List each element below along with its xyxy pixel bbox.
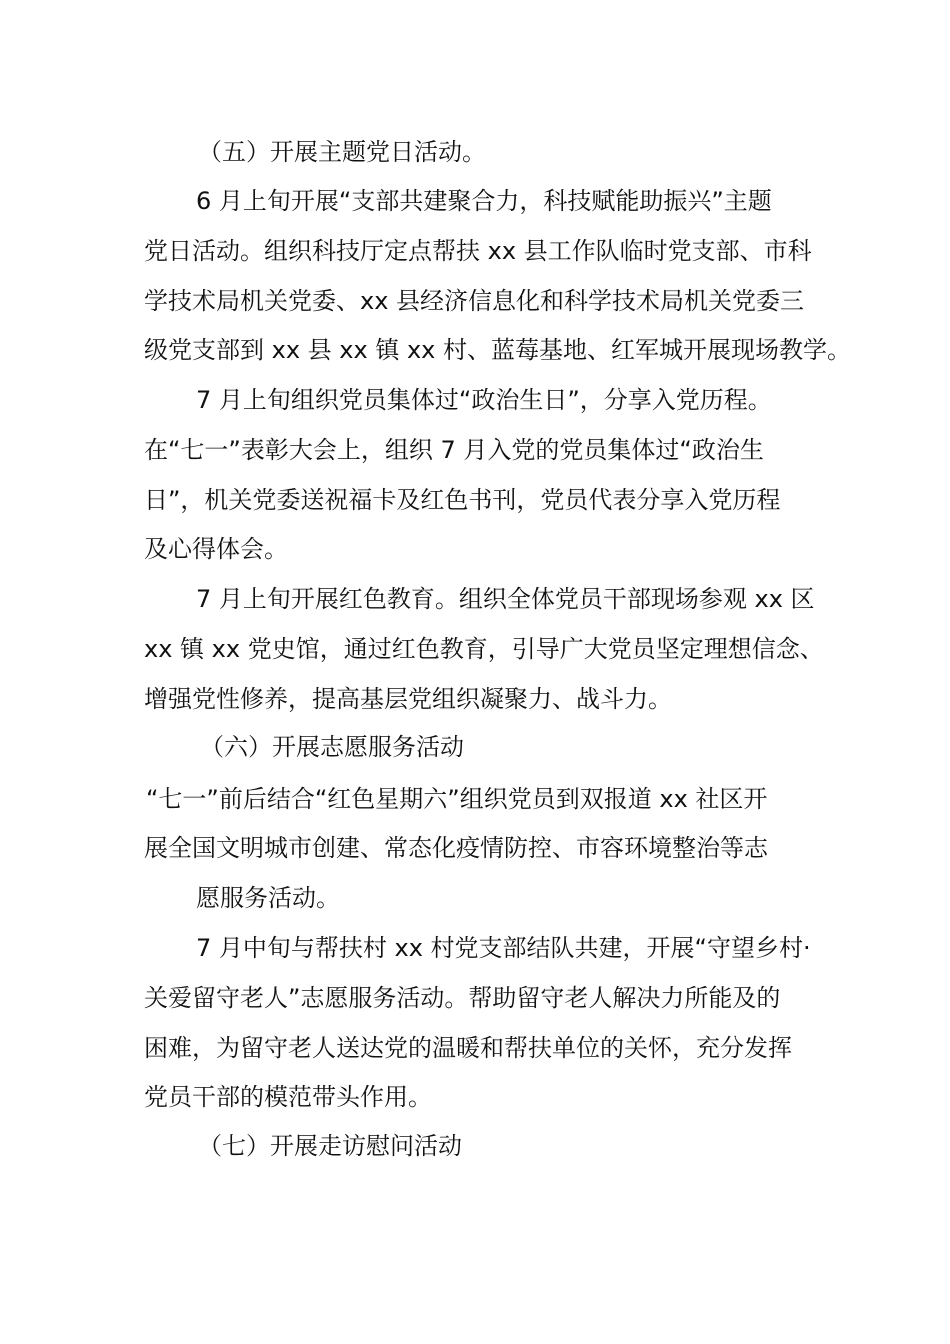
paragraph-line: “七一”前后结合“红色星期六”组织党员到双报道 xx 社区开 [146, 785, 768, 813]
paragraph-line: 关爱留守老人”志愿服务活动。帮助留守老人解决力所能及的 [144, 984, 781, 1012]
paragraph-line: 困难，为留守老人送达党的温暖和帮扶单位的关怀，充分发挥 [144, 1034, 792, 1062]
paragraph-line: 展全国文明城市创建、常态化疫情防控、市容环境整治等志 [144, 834, 768, 862]
paragraph-line: 7 月上旬组织党员集体过“政治生日”，分享入党历程。 [196, 386, 772, 414]
paragraph-line: 7 月中旬与帮扶村 xx 村党支部结队共建，开展“守望乡村· [196, 934, 811, 962]
paragraph-line: 学技术局机关党委、xx 县经济信息化和科学技术局机关党委三 [144, 287, 805, 315]
paragraph-line: 及心得体会。 [144, 535, 288, 563]
paragraph-line: 增强党性修养，提高基层党组织凝聚力、战斗力。 [144, 685, 672, 713]
paragraph-line: 级党支部到 xx 县 xx 镇 xx 村、蓝莓基地、红军城开展现场教学。 [144, 336, 851, 364]
heading-5: （五）开展主题党日活动。 [198, 138, 486, 166]
paragraph-line: 7 月上旬开展红色教育。组织全体党员干部现场参观 xx 区 [196, 585, 815, 613]
paragraph-line: 党员干部的模范带头作用。 [144, 1083, 432, 1111]
paragraph-line: 日”，机关党委送祝福卡及红色书刊，党员代表分享入党历程 [144, 486, 781, 514]
heading-6: （六）开展志愿服务活动 [200, 733, 464, 761]
paragraph-line: 6 月上旬开展“支部共建聚合力，科技赋能助振兴”主题 [196, 187, 772, 215]
paragraph-line: xx 镇 xx 党史馆，通过红色教育，引导广大党员坚定理想信念、 [144, 635, 824, 663]
paragraph-line: 党日活动。组织科技厅定点帮扶 xx 县工作队临时党支部、市科 [144, 237, 812, 265]
paragraph-line: 在“七一”表彰大会上，组织 7 月入党的党员集体过“政治生 [144, 436, 764, 464]
paragraph-line: 愿服务活动。 [196, 884, 340, 912]
heading-7: （七）开展走访慰问活动 [198, 1132, 462, 1160]
